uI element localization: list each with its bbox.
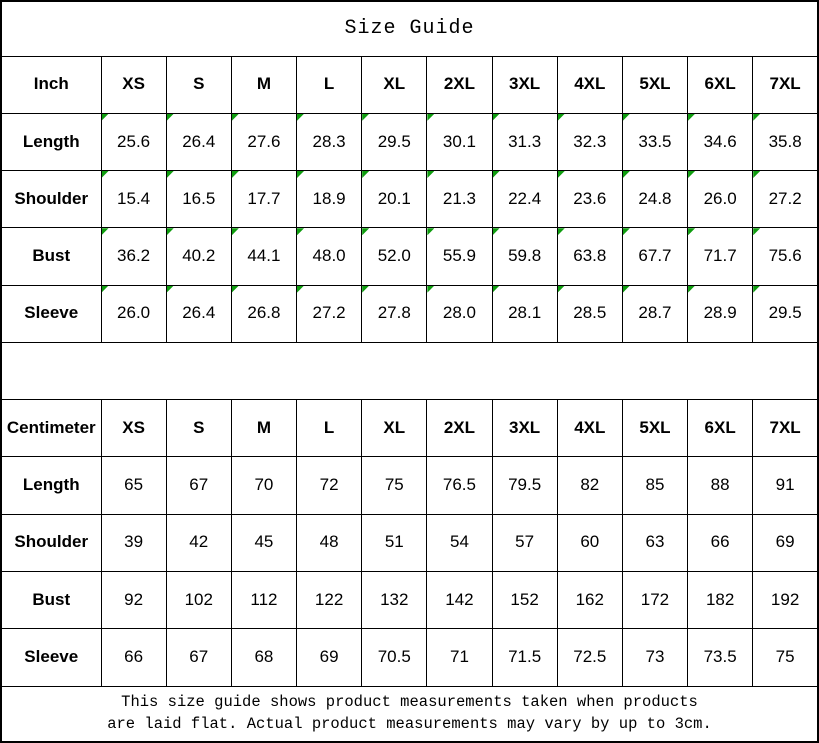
corner-triangle-icon: [297, 228, 304, 235]
measurement-cell: 63.8: [557, 228, 622, 285]
measurement-cell: 34.6: [688, 113, 753, 170]
measurement-cell: 51: [362, 514, 427, 571]
measurement-cell: 18.9: [297, 171, 362, 228]
measurement-row: [1, 514, 818, 571]
size-col-header: 4XL: [557, 56, 622, 113]
size-col-header: XL: [362, 56, 427, 113]
corner-triangle-icon: [688, 228, 695, 235]
corner-triangle-icon: [753, 114, 760, 121]
size-header-row: [1, 56, 818, 113]
measurement-cell: 132: [362, 571, 427, 628]
corner-triangle-icon: [167, 228, 174, 235]
measurement-cell: 28.3: [297, 113, 362, 170]
measurement-cell: 28.0: [427, 285, 492, 342]
measurement-cell: 27.2: [753, 171, 818, 228]
corner-triangle-icon: [688, 171, 695, 178]
measurement-cell: 15.4: [101, 171, 166, 228]
measurement-cell: 85: [622, 457, 687, 514]
corner-triangle-icon: [362, 228, 369, 235]
measurement-cell: 32.3: [557, 113, 622, 170]
measurement-cell: 30.1: [427, 113, 492, 170]
corner-triangle-icon: [102, 286, 109, 293]
measurement-cell: 33.5: [622, 113, 687, 170]
size-col-header: S: [166, 400, 231, 457]
corner-triangle-icon: [297, 114, 304, 121]
size-col-header: L: [297, 56, 362, 113]
measurement-row: [1, 629, 818, 686]
measurement-cell: 26.0: [101, 285, 166, 342]
measurement-cell: 72: [297, 457, 362, 514]
size-col-header: M: [231, 400, 296, 457]
measurement-cell: 76.5: [427, 457, 492, 514]
page-title: Size Guide: [1, 1, 818, 56]
corner-triangle-icon: [688, 114, 695, 121]
measurement-cell: 39: [101, 514, 166, 571]
measurement-cell: 40.2: [166, 228, 231, 285]
centimeter-table-section: [1, 400, 818, 686]
measurement-cell: 88: [688, 457, 753, 514]
measurement-cell: 63: [622, 514, 687, 571]
size-col-header: 7XL: [753, 56, 818, 113]
corner-triangle-icon: [427, 114, 434, 121]
measurement-row: [1, 285, 818, 342]
measurement-cell: 92: [101, 571, 166, 628]
footer-note-line2: are laid flat. Actual product measurements may vary by up to 3cm.: [107, 714, 712, 733]
measurement-cell: 21.3: [427, 171, 492, 228]
measurement-cell: 70: [231, 457, 296, 514]
unit-label: Inch: [1, 56, 101, 113]
row-label: Shoulder: [1, 171, 101, 228]
corner-triangle-icon: [167, 286, 174, 293]
corner-triangle-icon: [558, 286, 565, 293]
corner-triangle-icon: [427, 228, 434, 235]
corner-triangle-icon: [102, 171, 109, 178]
footer-row: [1, 686, 818, 742]
size-col-header: 3XL: [492, 56, 557, 113]
measurement-row: [1, 571, 818, 628]
row-label: Sleeve: [1, 285, 101, 342]
size-col-header: 2XL: [427, 56, 492, 113]
corner-triangle-icon: [623, 228, 630, 235]
row-label: Length: [1, 113, 101, 170]
measurement-cell: 172: [622, 571, 687, 628]
corner-triangle-icon: [493, 171, 500, 178]
measurement-cell: 91: [753, 457, 818, 514]
measurement-cell: 71: [427, 629, 492, 686]
measurement-cell: 75.6: [753, 228, 818, 285]
measurement-cell: 36.2: [101, 228, 166, 285]
footer-note: [1, 686, 818, 742]
spacer-cell: [1, 342, 818, 399]
row-label: Bust: [1, 228, 101, 285]
measurement-cell: 22.4: [492, 171, 557, 228]
measurement-cell: 142: [427, 571, 492, 628]
measurement-cell: 31.3: [492, 113, 557, 170]
measurement-cell: 16.5: [166, 171, 231, 228]
corner-triangle-icon: [102, 114, 109, 121]
measurement-cell: 26.4: [166, 113, 231, 170]
measurement-cell: 66: [688, 514, 753, 571]
measurement-cell: 29.5: [753, 285, 818, 342]
corner-triangle-icon: [753, 171, 760, 178]
row-label: Bust: [1, 571, 101, 628]
size-col-header: S: [166, 56, 231, 113]
measurement-cell: 70.5: [362, 629, 427, 686]
measurement-cell: 48.0: [297, 228, 362, 285]
corner-triangle-icon: [297, 171, 304, 178]
measurement-cell: 44.1: [231, 228, 296, 285]
corner-triangle-icon: [167, 114, 174, 121]
size-col-header: M: [231, 56, 296, 113]
measurement-cell: 69: [297, 629, 362, 686]
measurement-cell: 75: [753, 629, 818, 686]
corner-triangle-icon: [362, 286, 369, 293]
measurement-cell: 73: [622, 629, 687, 686]
corner-triangle-icon: [297, 286, 304, 293]
measurement-cell: 60: [557, 514, 622, 571]
measurement-cell: 68: [231, 629, 296, 686]
measurement-cell: 17.7: [231, 171, 296, 228]
size-col-header: 6XL: [688, 56, 753, 113]
measurement-cell: 28.9: [688, 285, 753, 342]
measurement-cell: 122: [297, 571, 362, 628]
size-col-header: 4XL: [557, 400, 622, 457]
corner-triangle-icon: [493, 228, 500, 235]
corner-triangle-icon: [623, 286, 630, 293]
corner-triangle-icon: [558, 114, 565, 121]
size-col-header: XL: [362, 400, 427, 457]
measurement-cell: 73.5: [688, 629, 753, 686]
title-row: [1, 1, 818, 56]
measurement-cell: 72.5: [557, 629, 622, 686]
measurement-cell: 35.8: [753, 113, 818, 170]
measurement-cell: 52.0: [362, 228, 427, 285]
measurement-cell: 192: [753, 571, 818, 628]
size-col-header: L: [297, 400, 362, 457]
inch-table-section: [1, 56, 818, 342]
corner-triangle-icon: [753, 228, 760, 235]
corner-triangle-icon: [753, 286, 760, 293]
measurement-cell: 162: [557, 571, 622, 628]
measurement-cell: 48: [297, 514, 362, 571]
measurement-cell: 28.1: [492, 285, 557, 342]
corner-triangle-icon: [493, 286, 500, 293]
corner-triangle-icon: [427, 286, 434, 293]
measurement-cell: 66: [101, 629, 166, 686]
measurement-cell: 24.8: [622, 171, 687, 228]
corner-triangle-icon: [232, 286, 239, 293]
measurement-cell: 65: [101, 457, 166, 514]
corner-triangle-icon: [232, 228, 239, 235]
measurement-cell: 20.1: [362, 171, 427, 228]
measurement-cell: 71.7: [688, 228, 753, 285]
measurement-cell: 69: [753, 514, 818, 571]
corner-triangle-icon: [493, 114, 500, 121]
measurement-cell: 29.5: [362, 113, 427, 170]
corner-triangle-icon: [558, 228, 565, 235]
corner-triangle-icon: [558, 171, 565, 178]
measurement-cell: 45: [231, 514, 296, 571]
size-col-header: XS: [101, 400, 166, 457]
measurement-cell: 42: [166, 514, 231, 571]
size-col-header: 2XL: [427, 400, 492, 457]
measurement-cell: 28.5: [557, 285, 622, 342]
corner-triangle-icon: [362, 114, 369, 121]
size-col-header: 5XL: [622, 56, 687, 113]
measurement-cell: 27.6: [231, 113, 296, 170]
measurement-cell: 27.8: [362, 285, 427, 342]
corner-triangle-icon: [232, 114, 239, 121]
unit-label: Centimeter: [1, 400, 101, 457]
measurement-cell: 27.2: [297, 285, 362, 342]
measurement-cell: 152: [492, 571, 557, 628]
measurement-cell: 26.4: [166, 285, 231, 342]
corner-triangle-icon: [232, 171, 239, 178]
row-label: Length: [1, 457, 101, 514]
spacer-row: [1, 342, 818, 399]
measurement-cell: 26.0: [688, 171, 753, 228]
measurement-cell: 28.7: [622, 285, 687, 342]
size-col-header: XS: [101, 56, 166, 113]
measurement-cell: 112: [231, 571, 296, 628]
corner-triangle-icon: [623, 171, 630, 178]
corner-triangle-icon: [167, 171, 174, 178]
measurement-cell: 67.7: [622, 228, 687, 285]
measurement-cell: 25.6: [101, 113, 166, 170]
measurement-cell: 26.8: [231, 285, 296, 342]
measurement-cell: 82: [557, 457, 622, 514]
corner-triangle-icon: [427, 171, 434, 178]
corner-triangle-icon: [688, 286, 695, 293]
row-label: Sleeve: [1, 629, 101, 686]
corner-triangle-icon: [623, 114, 630, 121]
corner-triangle-icon: [102, 228, 109, 235]
measurement-cell: 67: [166, 457, 231, 514]
size-col-header: 7XL: [753, 400, 818, 457]
row-label: Shoulder: [1, 514, 101, 571]
measurement-cell: 71.5: [492, 629, 557, 686]
measurement-cell: 23.6: [557, 171, 622, 228]
measurement-cell: 79.5: [492, 457, 557, 514]
measurement-cell: 54: [427, 514, 492, 571]
size-col-header: 5XL: [622, 400, 687, 457]
measurement-row: [1, 228, 818, 285]
measurement-cell: 67: [166, 629, 231, 686]
measurement-cell: 55.9: [427, 228, 492, 285]
size-col-header: 6XL: [688, 400, 753, 457]
measurement-cell: 59.8: [492, 228, 557, 285]
measurement-row: [1, 171, 818, 228]
measurement-row: [1, 457, 818, 514]
size-col-header: 3XL: [492, 400, 557, 457]
measurement-cell: 57: [492, 514, 557, 571]
corner-triangle-icon: [362, 171, 369, 178]
footer-note-line1: This size guide shows product measurements taken when products: [121, 693, 698, 712]
size-header-row: [1, 400, 818, 457]
measurement-row: [1, 113, 818, 170]
measurement-cell: 75: [362, 457, 427, 514]
measurement-cell: 182: [688, 571, 753, 628]
measurement-cell: 102: [166, 571, 231, 628]
